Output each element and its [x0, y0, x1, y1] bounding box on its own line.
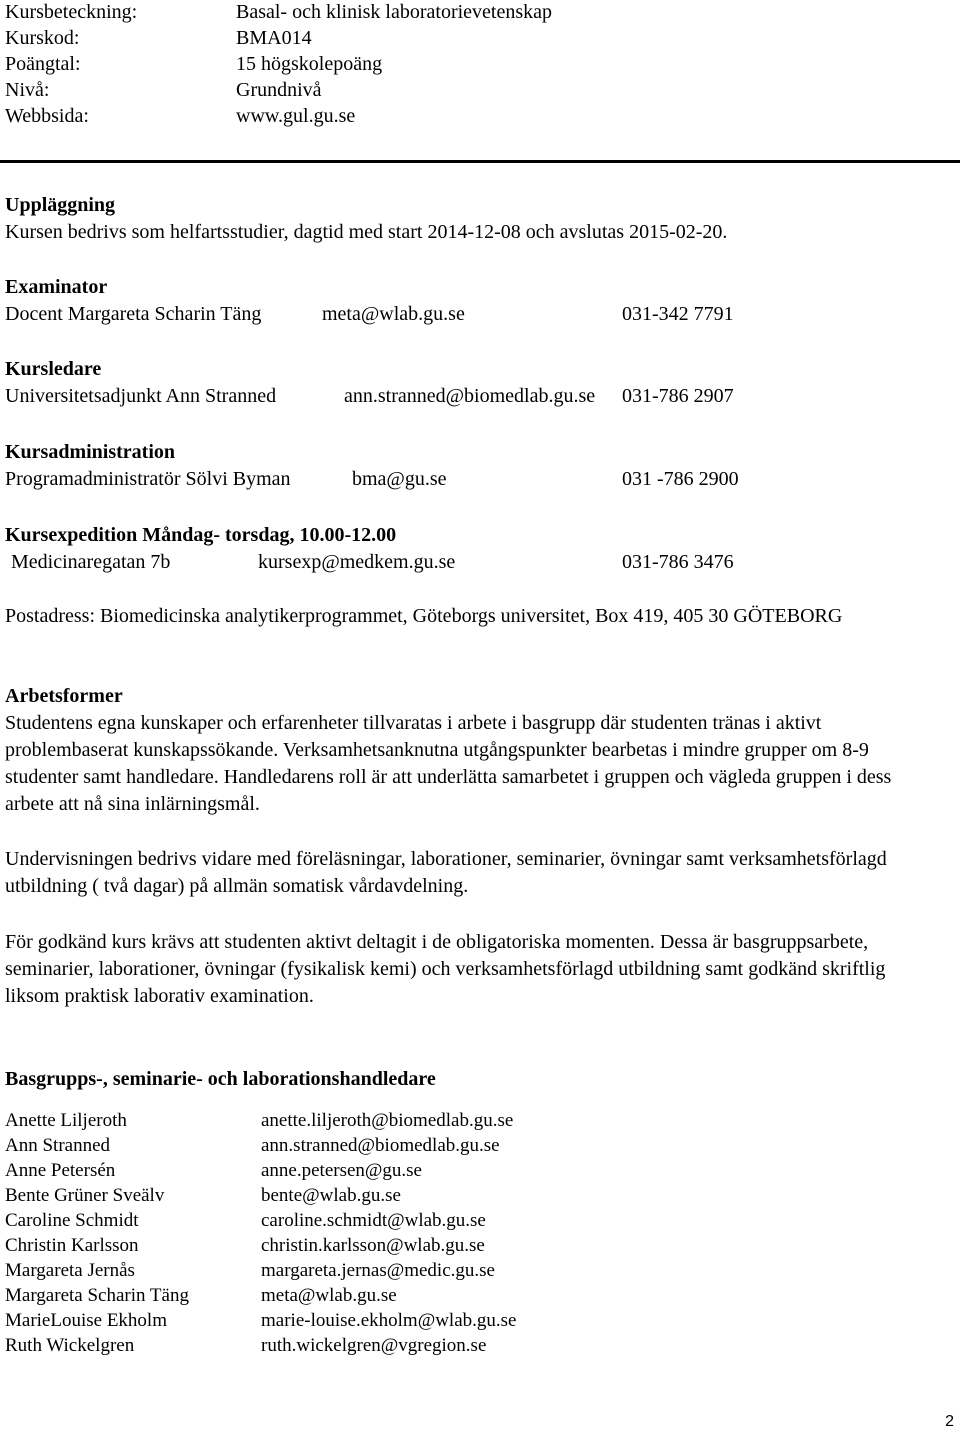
handledare-email[interactable]: meta@wlab.gu.se: [261, 1285, 397, 1306]
arbetsformer-heading: Arbetsformer: [5, 685, 123, 707]
handledare-email[interactable]: caroline.schmidt@wlab.gu.se: [261, 1210, 486, 1231]
handledare-name: Christin Karlsson: [5, 1235, 139, 1256]
handledare-name: Anne Petersén: [5, 1160, 116, 1181]
kursexpedition-heading: Kursexpedition Måndag- torsdag, 10.00-12.00: [5, 524, 397, 546]
examinator-heading: Examinator: [5, 276, 108, 298]
handledare-email[interactable]: bente@wlab.gu.se: [261, 1185, 401, 1206]
course-label-credits: Poängtal:: [5, 53, 81, 75]
kursexpedition-phone: 031-786 3476: [622, 551, 734, 573]
examinator-phone: 031-342 7791: [622, 303, 734, 325]
header-divider: [0, 160, 960, 163]
course-value-website[interactable]: www.gul.gu.se: [236, 105, 356, 127]
course-label-website: Webbsida:: [5, 105, 89, 127]
handledare-email[interactable]: anette.liljeroth@biomedlab.gu.se: [261, 1110, 514, 1131]
handledare-name: Margareta Jernås: [5, 1260, 135, 1281]
course-label-name: Kursbeteckning:: [5, 1, 138, 23]
examinator-email[interactable]: meta@wlab.gu.se: [322, 303, 465, 325]
kursadministration-phone: 031 -786 2900: [622, 468, 739, 490]
course-value-level: Grundnivå: [236, 79, 322, 101]
handledare-name: MarieLouise Ekholm: [5, 1310, 167, 1331]
handledare-heading: Basgrupps-, seminarie- och laborationshandledare: [5, 1068, 436, 1090]
handledare-name: Ann Stranned: [5, 1135, 111, 1156]
page-number: 2: [945, 1413, 954, 1430]
arbetsformer-paragraph-1: Studentens egna kunskaper och erfarenheter tillvaratas i arbete i basgrupp där studenten tränas i aktivt problembaserat kunskapssökande. Verksamhetsanknutna utgångspunkter bearbetas i mindre grupper om 8-9 studenter samt handledare. Handledarens roll är att underlätta samarbetet i gruppen och vägleda gruppen i dess arbete att nå sina inlärningsmål.: [5, 712, 892, 815]
handledare-name: Caroline Schmidt: [5, 1210, 139, 1231]
kursledare-heading: Kursledare: [5, 358, 102, 380]
examinator-name: Docent Margareta Scharin Täng: [5, 303, 262, 325]
course-label-level: Nivå:: [5, 79, 50, 101]
postadress: Postadress: Biomedicinska analytikerprogrammet, Göteborgs universitet, Box 419, 405 30 GÖTEBORG: [5, 605, 843, 627]
course-value-credits: 15 högskolepoäng: [236, 53, 383, 75]
handledare-email[interactable]: margareta.jernas@medic.gu.se: [261, 1260, 495, 1281]
kursexpedition-address: Medicinaregatan 7b: [11, 551, 171, 573]
arbetsformer-paragraph-2: Undervisningen bedrivs vidare med föreläsningar, laborationer, seminarier, övningar samt verksamhetsförlagd utbildning ( två dagar) på allmän somatisk vårdavdelning.: [5, 848, 887, 897]
upplaggning-text: Kursen bedrivs som helfartsstudier, dagtid med start 2014-12-08 och avslutas 2015-02-20.: [5, 221, 728, 243]
handledare-name: Margareta Scharin Täng: [5, 1285, 189, 1306]
handledare-email[interactable]: anne.petersen@gu.se: [261, 1160, 422, 1181]
kursadministration-name: Programadministratör Sölvi Byman: [5, 468, 291, 490]
handledare-name: Ruth Wickelgren: [5, 1335, 135, 1356]
course-label-code: Kurskod:: [5, 27, 80, 49]
kursadministration-heading: Kursadministration: [5, 441, 176, 463]
kursledare-phone: 031-786 2907: [622, 385, 734, 407]
kursledare-email[interactable]: ann.stranned@biomedlab.gu.se: [344, 385, 596, 407]
arbetsformer-paragraph-3: För godkänd kurs krävs att studenten aktivt deltagit i de obligatoriska momenten. Dessa är basgruppsarbete, seminarier, laborationer, övningar (fysikalisk kemi) och verksamhetsförlagd utbildning samt godkänd skriftlig liksom praktisk laborativ examination.: [5, 931, 886, 1007]
handledare-name: Anette Liljeroth: [5, 1110, 127, 1131]
course-value-name: Basal- och klinisk laboratorievetenskap: [236, 1, 553, 23]
handledare-email[interactable]: ann.stranned@biomedlab.gu.se: [261, 1135, 500, 1156]
kursledare-name: Universitetsadjunkt Ann Stranned: [5, 385, 277, 407]
kursadministration-email[interactable]: bma@gu.se: [352, 468, 447, 490]
handledare-email[interactable]: christin.karlsson@wlab.gu.se: [261, 1235, 485, 1256]
upplaggning-heading: Uppläggning: [5, 194, 116, 216]
kursexpedition-email[interactable]: kursexp@medkem.gu.se: [258, 551, 456, 573]
handledare-name: Bente Grüner Sveälv: [5, 1185, 165, 1206]
handledare-email[interactable]: marie-louise.ekholm@wlab.gu.se: [261, 1310, 517, 1331]
course-value-code: BMA014: [236, 27, 312, 49]
handledare-email[interactable]: ruth.wickelgren@vgregion.se: [261, 1335, 487, 1356]
